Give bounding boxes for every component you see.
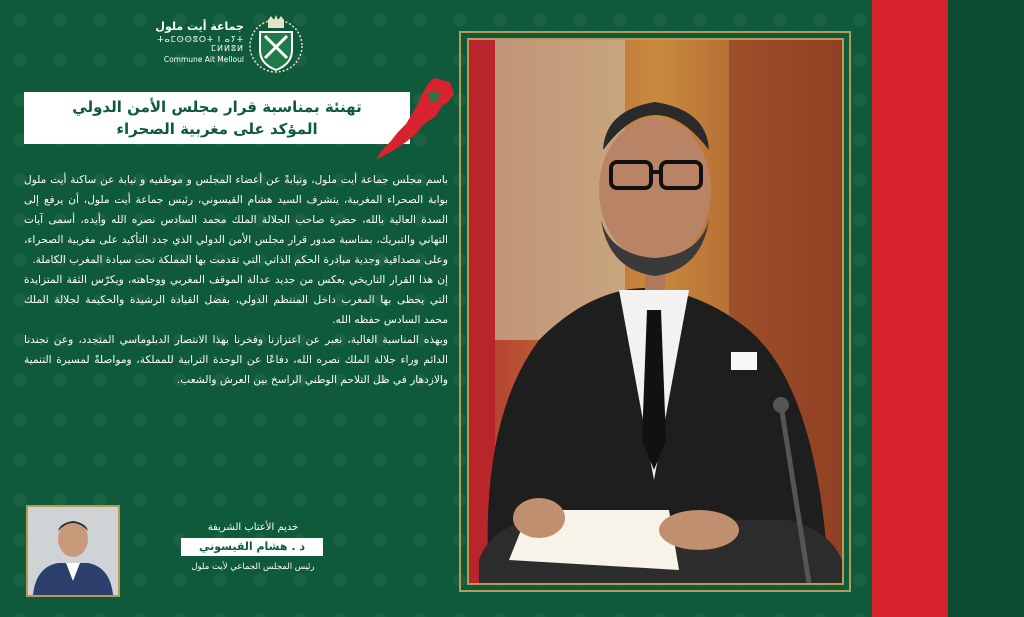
message-body bbox=[24, 170, 448, 390]
signatory-photo bbox=[26, 505, 120, 597]
title-line-2: المؤكد على مغربية الصحراء bbox=[116, 120, 318, 138]
logo-name-tifinagh: ⵜⴰⵎⵙⵙⵓⵔⵜ ⵏ ⴰⵢⵜ ⵎⵍⵍⵓⵍ bbox=[157, 35, 244, 53]
signatory-title: خديم الأعتاب الشريفة bbox=[207, 522, 299, 533]
logo-name-french: Commune Ait Melloul bbox=[163, 55, 244, 64]
commune-logo bbox=[140, 14, 340, 76]
morocco-map-icon bbox=[372, 76, 456, 162]
portrait-frame bbox=[467, 38, 844, 585]
commune-crest-icon bbox=[246, 14, 306, 74]
message-paragraph-1: باسم مجلس جماعة أيت ملول، ونيابةً عن أعضاء المجلس و موظفيه و نيابة عن ساكنة أيت ملول بوابة الصحراء المغربية، يتشرف السيد هشام القيسوني، رئيس جماعة أيت ملول، أن يرفع إلى السدة العالية بالله، حضرة صاحب الجلالة الملك محمد السادس نصره الله وأيده، أسمى آيات التهاني والتبريك، بمناسبة صدور قرار مجلس الأمن الدولي الذي جدد التأكيد على مغربية الصحراء، وعلى مصداقية وجدية مبادرة الحكم الذاتي التي تقدمت بها المملكة تحت سيادة المغرب الكاملة. bbox=[24, 174, 448, 266]
title-line-1: تهنئة بمناسبة قرار مجلس الأمن الدولي bbox=[72, 98, 362, 116]
red-side-stripe bbox=[872, 0, 948, 617]
signatory-role: رئيس المجلس الجماعي لأيت ملول bbox=[191, 562, 315, 572]
green-side-stripe bbox=[948, 0, 1024, 617]
logo-name-arabic: جماعة أيت ملول bbox=[155, 20, 244, 33]
message-paragraph-3: وبهذه المناسبة الغالية، نعبر عن اعتزازنا وفخرنا بهذا الانتصار الدبلوماسي المتجدد، وعن تجندنا الدائم وراء جلالة الملك نصره الله، دفاعًا عن الوحدة الترابية للمملكة، ومواصلةً لمسيرة التنمية والازدهار في ظل التلاحم الوطني الراسخ بين العرش والشعب. bbox=[24, 334, 448, 386]
signatory-name: د . هشام القيسوني bbox=[181, 538, 323, 556]
title-banner bbox=[24, 92, 410, 144]
message-paragraph-2: إن هذا القرار التاريخي يعكس من جديد عدالة الموقف المغربي ووجاهته، ويكرّس الثقة المتزايدة التي يحظى بها المغرب داخل المنتظم الدولي، بفضل القيادة الرشيدة والحكيمة لجلالة الملك محمد السادس حفظه الله. bbox=[24, 274, 448, 326]
logo-text bbox=[140, 20, 244, 64]
king-portrait-image bbox=[469, 40, 842, 583]
